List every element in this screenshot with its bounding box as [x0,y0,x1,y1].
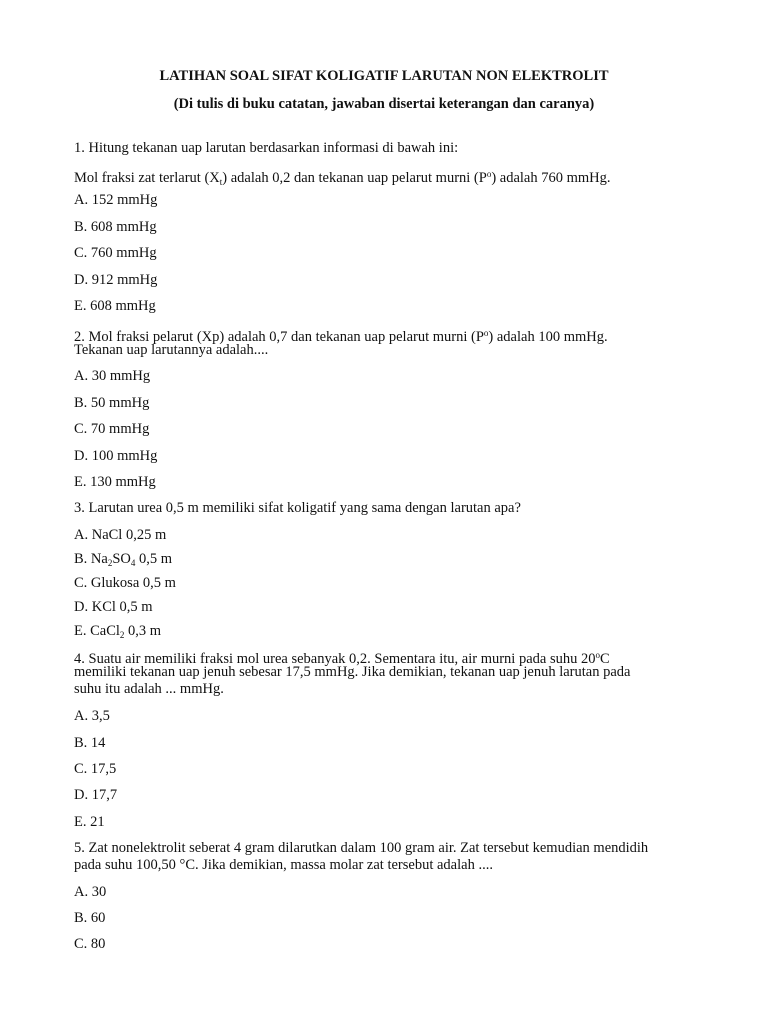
question-2-option-b: B. 50 mmHg [74,395,150,411]
question-4-option-a: A. 3,5 [74,708,110,724]
question-3-option-e: E. CaCl$_2$ 0,3 m [74,623,162,640]
question-4-option-d: D. 17,7 [74,787,118,803]
document-subtitle: (Di tulis di buku catatan, jawaban disertai keterangan dan caranya) [173,96,595,112]
question-4-option-e: E. 21 [74,814,105,830]
question-5-option-a: A. 30 [74,884,107,900]
question-1-option-d: D. 912 mmHg [74,272,158,288]
question-3-stem: 3. Larutan urea 0,5 m memiliki sifat koligatif yang sama dengan larutan apa? [74,500,521,516]
question-4-stem-line2: memiliki tekanan uap jenuh sebesar 17,5 mmHg. Jika demikian, tekanan uap jenuh larutan pada [74,664,631,680]
question-2-option-d: D. 100 mmHg [74,448,158,464]
question-2-stem-line2: Tekanan uap larutannya adalah.... [74,342,269,358]
document-title: LATIHAN SOAL SIFAT KOLIGATIF LARUTAN NON ELEKTROLIT [159,68,609,84]
question-1-option-a: A. 152 mmHg [74,192,158,208]
question-5-stem-line2: pada suhu 100,50 °C. Jika demikian, massa molar zat tersebut adalah .... [74,857,493,873]
question-5-option-c: C. 80 [74,936,106,952]
question-3-option-c: C. Glukosa 0,5 m [74,575,176,591]
question-1-info: Mol fraksi zat terlarut $(X_t)$ adalah 0,2 dan tekanan uap pelarut murni $(P^o)$ adalah 760 mmHg. [74,169,611,187]
question-2-option-e: E. 130 mmHg [74,474,156,490]
question-1-stem: 1. Hitung tekanan uap larutan berdasarkan informasi di bawah ini: [74,140,459,156]
question-1-option-c: C. 760 mmHg [74,245,157,261]
question-3-option-d: D. KCl 0,5 m [74,599,153,615]
question-3-option-a: A. NaCl 0,25 m [74,527,167,543]
question-2-option-a: A. 30 mmHg [74,368,151,384]
question-2-stem: 2. Mol fraksi pelarut (Xp) adalah 0,7 dan tekanan uap pelarut murni $(P^o)$ adalah 100 mmHg. [74,328,608,345]
question-4-stem-line3: suhu itu adalah ... mmHg. [74,681,224,697]
question-1-option-b: B. 608 mmHg [74,219,157,235]
question-4-option-c: C. 17,5 [74,761,117,777]
question-5-stem-line1: 5. Zat nonelektrolit seberat 4 gram dilarutkan dalam 100 gram air. Zat tersebut kemudian mendidih [74,840,649,856]
question-2-option-c: C. 70 mmHg [74,421,150,437]
question-3-option-b: B. $Na_2SO_4$ 0,5 m [74,551,173,568]
question-5-option-b: B. 60 [74,910,106,926]
question-4-option-b: B. 14 [74,735,106,751]
question-1-option-e: E. 608 mmHg [74,298,156,314]
question-4-stem-line1: 4. Suatu air memiliki fraksi mol urea sebanyak 0,2. Sementara itu, air murni pada suhu 20$^o$C [74,650,610,667]
